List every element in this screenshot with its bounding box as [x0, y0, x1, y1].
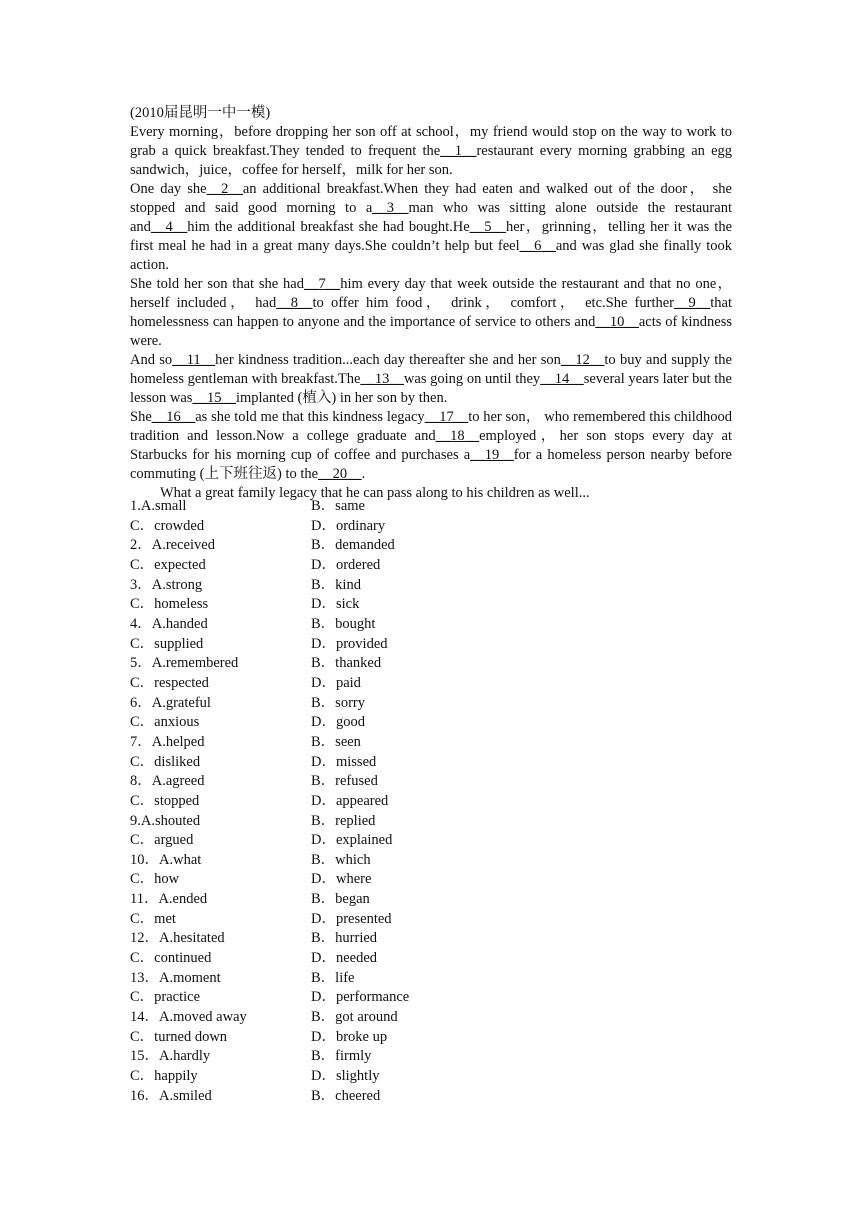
option-left: 8．A.agreed — [130, 773, 205, 790]
blank-number: __14__ — [540, 371, 584, 387]
option-left: 2．A.received — [130, 537, 215, 554]
option-row — [130, 1087, 732, 1107]
option-left: 6．A.grateful — [130, 694, 211, 711]
option-left: C．stopped — [130, 792, 200, 809]
blank-number: __3__ — [372, 200, 409, 216]
passage-paragraph — [130, 123, 732, 180]
passage-text: him every day that week outside the restaurant and that no one，herself included， had — [130, 276, 732, 311]
option-row — [130, 1067, 732, 1087]
option-right: D．good — [311, 714, 365, 731]
passage-text: What a great family legacy that he can pass along to his children as well... — [160, 485, 590, 501]
option-row — [130, 694, 732, 714]
blank-number: __16__ — [151, 409, 196, 425]
option-right: D．ordinary — [311, 517, 386, 534]
passage-text: She — [130, 409, 152, 425]
option-row — [130, 812, 732, 832]
passage-text: for a homeless person nearby before commuting (上下班往返) to the — [130, 447, 732, 482]
option-right: B．replied — [311, 812, 376, 829]
option-row — [130, 1047, 732, 1067]
blank-number: __15__ — [192, 390, 236, 406]
passage-text: and was glad she finally took action. — [130, 238, 732, 273]
option-row — [130, 949, 732, 969]
document-body — [130, 104, 732, 503]
option-row — [130, 910, 732, 930]
option-right: B．began — [311, 891, 370, 908]
option-right: D．slightly — [311, 1068, 380, 1085]
option-left: 12．A.hesitated — [130, 930, 225, 947]
option-right: B．sorry — [311, 694, 365, 711]
passage-text: him the additional breakfast she had bought.He — [187, 219, 470, 235]
option-left: C．happily — [130, 1068, 198, 1085]
option-left: C．expected — [130, 556, 206, 573]
option-left: C．disliked — [130, 753, 201, 770]
option-row — [130, 674, 732, 694]
option-row — [130, 969, 732, 989]
option-left: 9.A.shouted — [130, 812, 201, 829]
option-row — [130, 654, 732, 674]
option-right: B．life — [311, 969, 355, 986]
passage-text: One day she — [130, 181, 207, 197]
source-heading: (2010届昆明一中一模) — [130, 105, 271, 121]
passage-text: to her son， who remembered this childhood tradition and lesson.Now a college graduate and — [130, 409, 732, 444]
blank-number: __11__ — [172, 352, 216, 368]
blank-number: __18__ — [435, 428, 480, 444]
option-right: D．explained — [311, 832, 393, 849]
passage-text: acts of kindness were. — [130, 314, 732, 349]
blank-number: __17__ — [424, 409, 469, 425]
option-row — [130, 792, 732, 812]
option-right: D．provided — [311, 635, 388, 652]
option-left: C．met — [130, 910, 176, 927]
option-left: 16．A.smiled — [130, 1087, 212, 1104]
option-left: C．crowded — [130, 517, 205, 534]
blank-number: __20__ — [318, 466, 362, 482]
option-right: B．which — [311, 851, 371, 868]
option-left: 3．A.strong — [130, 576, 203, 593]
passage-text: an additional breakfast.When they had eaten and walked out of the door， she stopped and said good morning to a — [130, 181, 732, 216]
option-row — [130, 556, 732, 576]
option-right: B．demanded — [311, 537, 395, 554]
passage-text: to offer him food， drink， comfort， etc.She further — [312, 295, 674, 311]
passage-text: She told her son that she had — [130, 276, 304, 292]
option-left: 14．A.moved away — [130, 1009, 247, 1026]
option-row — [130, 615, 732, 635]
option-left: 11．A.ended — [130, 891, 208, 908]
option-right: D．paid — [311, 674, 361, 691]
blank-number: __7__ — [303, 276, 341, 292]
passage-text: restaurant every morning grabbing an egg sandwich，juice，coffee for herself，milk for her son. — [130, 143, 733, 178]
option-left: 10．A.what — [130, 851, 202, 868]
option-row — [130, 635, 732, 655]
option-right: B．thanked — [311, 655, 382, 672]
passage-paragraph — [130, 408, 732, 484]
option-left: C．how — [130, 871, 180, 888]
option-row — [130, 733, 732, 753]
option-left: C．respected — [130, 674, 209, 691]
option-row — [130, 576, 732, 596]
option-left: C．supplied — [130, 635, 204, 652]
passage-text: Every morning，before dropping her son off at school，my friend would stop on the way to work to grab a quick breakfast.They tended to frequent the — [130, 124, 732, 159]
option-row — [130, 713, 732, 733]
option-right: D．broke up — [311, 1028, 388, 1045]
option-right: B．same — [311, 498, 365, 514]
option-row — [130, 772, 732, 792]
option-right: D．appeared — [311, 792, 389, 809]
option-right: D．sick — [311, 596, 360, 613]
passage-text: her kindness tradition...each day thereafter she and her son — [215, 352, 561, 368]
option-left: C．turned down — [130, 1028, 228, 1045]
option-right: D．missed — [311, 753, 377, 770]
blank-number: __4__ — [150, 219, 188, 235]
passage-text: . — [361, 466, 366, 482]
passage-text: was going on until they — [403, 371, 541, 387]
option-right: D．performance — [311, 989, 410, 1006]
option-right: B．hurried — [311, 930, 378, 947]
option-row — [130, 890, 732, 910]
option-right: D．presented — [311, 910, 392, 927]
option-left: 13．A.moment — [130, 969, 221, 986]
passage-text: man who was sitting alone outside the restaurant and — [130, 200, 732, 235]
option-row — [130, 753, 732, 773]
passage-text: And so — [130, 352, 173, 368]
option-row — [130, 536, 732, 556]
blank-number: __13__ — [360, 371, 404, 387]
option-row — [130, 497, 732, 517]
option-row — [130, 517, 732, 537]
option-row — [130, 1028, 732, 1048]
option-left: C．continued — [130, 950, 212, 967]
option-left: C．practice — [130, 989, 201, 1006]
passage-text: as she told me that this kindness legacy — [195, 409, 425, 425]
option-right: D．where — [311, 871, 372, 888]
option-row — [130, 851, 732, 871]
blank-number: __9__ — [674, 295, 711, 311]
passage-text: to buy and supply the homeless gentleman with breakfast.The — [130, 352, 732, 387]
passage-text: employed，her son stops every day at Starbucks for his morning cup of coffee and purchases a — [130, 428, 732, 463]
option-left: 1.A.small — [130, 498, 187, 514]
blank-number: __10__ — [595, 314, 639, 330]
option-row — [130, 988, 732, 1008]
passage-paragraph — [130, 275, 732, 351]
option-right: B．cheered — [311, 1087, 381, 1104]
passage-paragraph — [130, 180, 732, 275]
option-left: C．anxious — [130, 714, 200, 731]
cloze-passage — [130, 123, 732, 503]
option-right: B．got around — [311, 1009, 398, 1026]
option-left: 7．A.helped — [130, 733, 205, 750]
blank-number: __12__ — [560, 352, 605, 368]
option-right: B．bought — [311, 615, 376, 632]
passage-text: her，grinning，telling her it was the first meal he had in a great many days.She couldn’t help but feel — [130, 219, 733, 254]
option-left: C．homeless — [130, 596, 209, 613]
option-right: B．firmly — [311, 1048, 372, 1065]
passage-text: implanted (植入) in her son by then. — [235, 390, 448, 406]
passage-paragraph — [130, 351, 732, 408]
option-left: 15．A.hardly — [130, 1048, 211, 1065]
passage-text: that homelessness can happen to anyone and the importance of service to others and — [130, 295, 732, 330]
option-row — [130, 595, 732, 615]
blank-number: __6__ — [519, 238, 556, 254]
passage-text: several years later but the lesson was — [130, 371, 732, 406]
option-right: B．seen — [311, 733, 361, 750]
option-row — [130, 870, 732, 890]
option-left: 5．A.remembered — [130, 655, 239, 672]
blank-number: __5__ — [469, 219, 506, 235]
option-right: B．kind — [311, 576, 361, 593]
blank-number: __19__ — [470, 447, 514, 463]
option-right: B．refused — [311, 773, 378, 790]
option-row — [130, 929, 732, 949]
option-left: C．argued — [130, 832, 194, 849]
blank-number: __1__ — [440, 143, 477, 159]
option-row — [130, 1008, 732, 1028]
option-right: D．needed — [311, 950, 378, 967]
option-left: 4．A.handed — [130, 615, 208, 632]
answer-options-list — [130, 497, 732, 1106]
blank-number: __2__ — [206, 181, 243, 197]
option-row — [130, 831, 732, 851]
blank-number: __8__ — [276, 295, 313, 311]
option-right: D．ordered — [311, 556, 381, 573]
